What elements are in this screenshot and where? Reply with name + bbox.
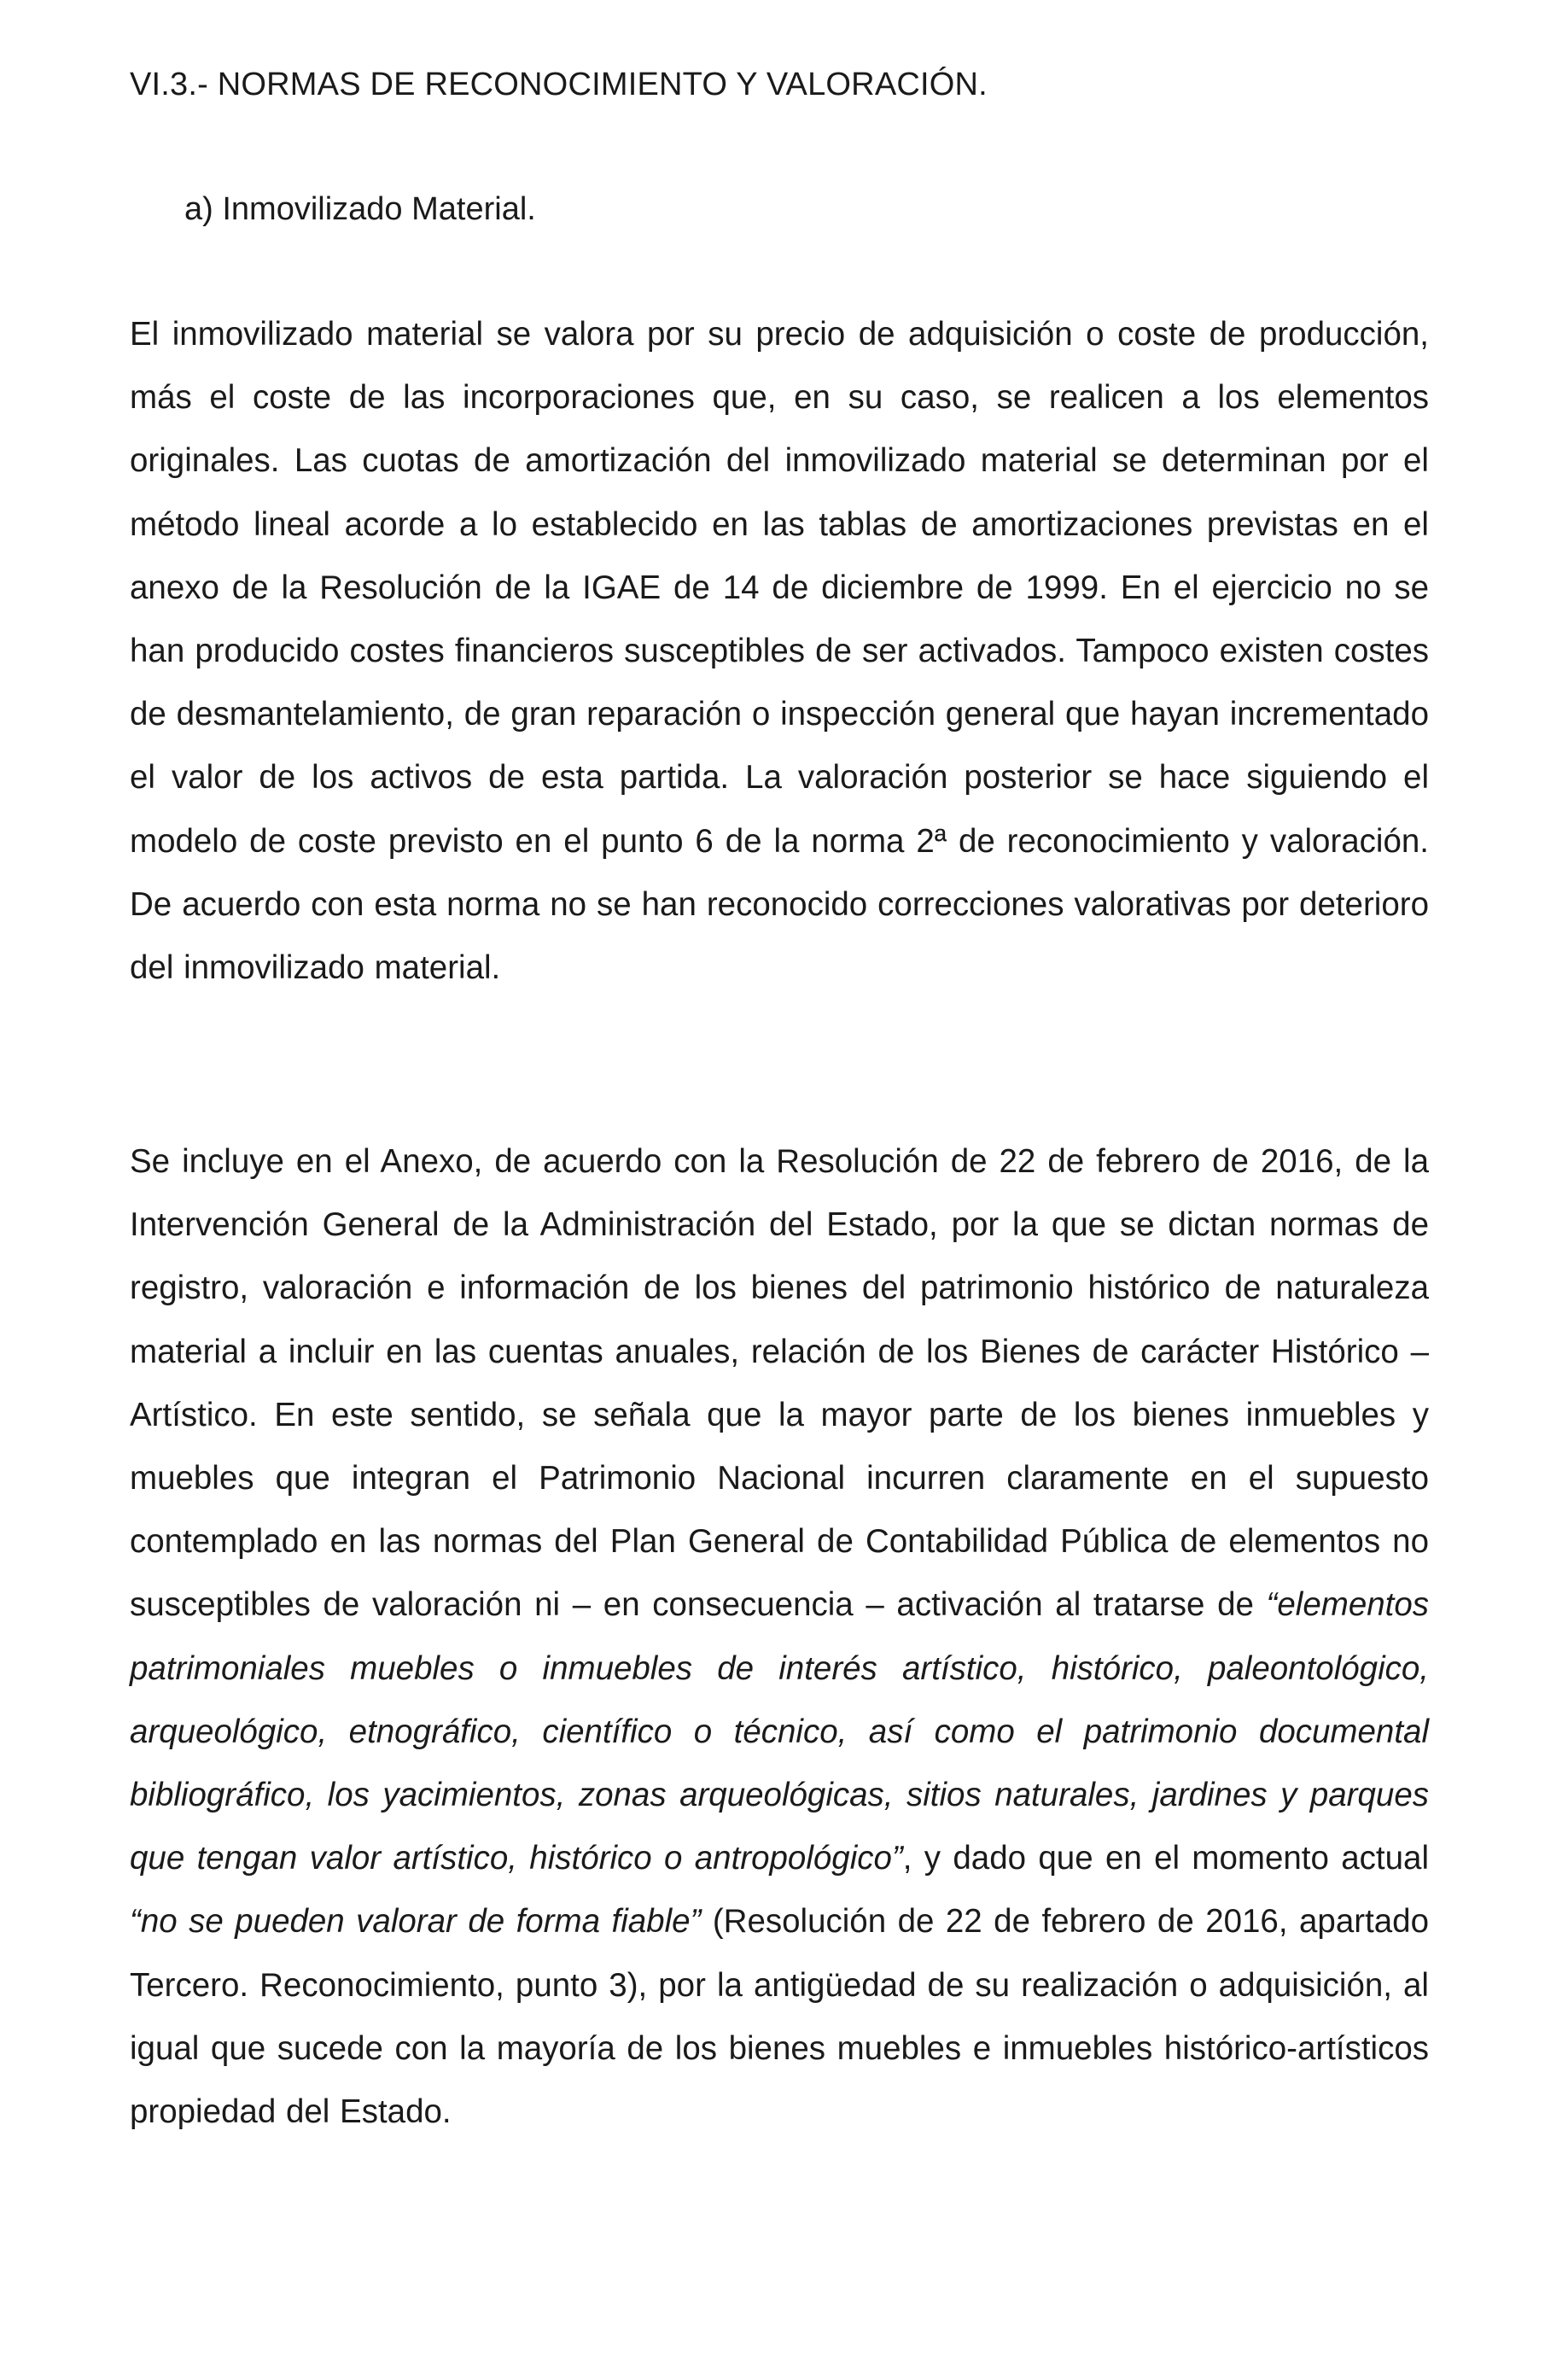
section-heading: VI.3.- NORMAS DE RECONOCIMIENTO Y VALORACIÓN. — [130, 67, 988, 102]
subsection-heading: a) Inmovilizado Material. — [184, 191, 536, 227]
paragraph-text-part-2: , y dado que en el momento actual — [902, 1840, 1429, 1877]
paragraph-inmovilizado: El inmovilizado material se valora por su precio de adquisición o coste de producción, más el coste de las incorporaciones que, en su caso, se realicen a los elementos originales. Las cuotas de amortización del inmovilizado material se determinan por el método lineal acorde a lo establecido en las tablas de amortizaciones previstas en el anexo de la Resolución de la IGAE de 14 de diciembre de 1999. En el ejercicio no se han producido costes financieros susceptibles de ser activados. Tampoco existen costes de desmantelamiento, de gran reparación o inspección general que hayan incrementado el valor de los activos de esta partida. La valoración posterior se hace siguiendo el modelo de coste previsto en el punto 6 de la norma 2ª de reconocimiento y valoración. De acuerdo con esta norma no se han reconocido correcciones valorativas por deterioro del inmovilizado material. — [130, 316, 1429, 987]
quoted-valuation: “no se pueden valorar de forma fiable” — [130, 1903, 702, 1941]
quoted-definition: “elementos patrimoniales muebles o inmuebles de interés artístico, histórico, paleontológico, arqueológico, etnográfico, científico o técnico, así como el patrimonio documental bibliográfico, los yacimientos, zonas arqueológicas, sitios naturales, jardines y parques que tengan valor artístico, histórico o antropológico” — [130, 1586, 1429, 1877]
paragraph-text-part-3: (Resolución de 22 de febrero de 2016, apartado Tercero. Reconocimiento, punto 3), por la antigüedad de su realización o adquisición, al igual que sucede con la mayoría de los bienes muebles e inmuebles histórico-artísticos propiedad del Estado. — [130, 1903, 1429, 2131]
paragraph-text-part-1: Se incluye en el Anexo, de acuerdo con la Resolución de 22 de febrero de 2016, de la Intervención General de la Administración del Estado, por la que se dictan normas de registro, valoración e información de los bienes del patrimonio histórico de naturaleza material a incluir en las cuentas anuales, relación de los Bienes de carácter Histórico – Artístico. En este sentido, se señala que la mayor parte de los bienes inmuebles y muebles que integran el Patrimonio Nacional incurren claramente en el supuesto contemplado en las normas del Plan General de Contabilidad Pública de elementos no susceptibles de valoración ni – en consecuencia – activación al tratarse de — [130, 1143, 1429, 1624]
paragraph-patrimonio — [130, 1130, 1429, 2144]
